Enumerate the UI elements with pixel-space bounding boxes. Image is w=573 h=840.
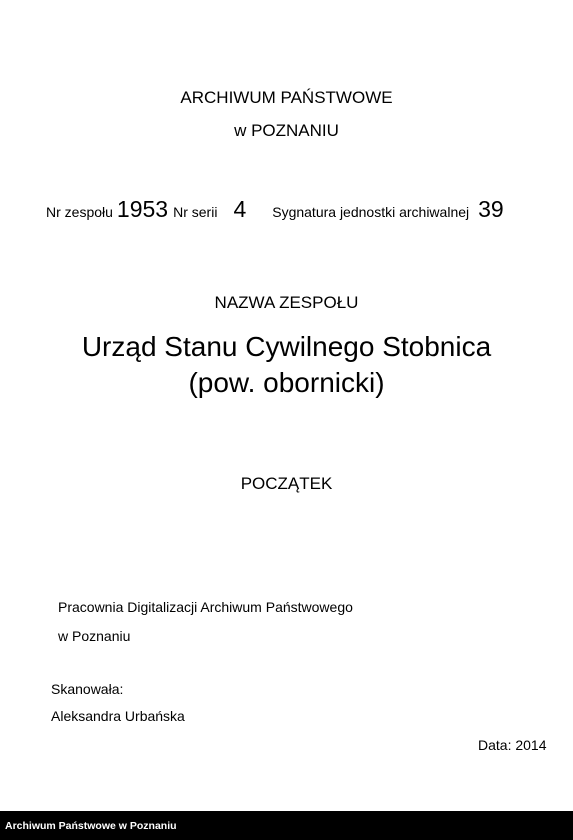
- footer-bar: [0, 811, 573, 840]
- reference-line: [46, 196, 504, 223]
- fond-title-line2: (pow. obornicki): [188, 367, 385, 398]
- archive-name: ARCHIWUM PAŃSTWOWE: [180, 88, 393, 107]
- archive-city: w POZNANIU: [234, 121, 339, 140]
- date-value: 2014: [515, 737, 547, 753]
- fond-number-label: Nr zespołu: [46, 204, 113, 220]
- fond-title-line1: Urząd Stanu Cywilnego Stobnica: [81, 331, 492, 362]
- date-label: Data:: [478, 737, 512, 753]
- date-line: [478, 737, 547, 753]
- scanned-by-name: Aleksandra Urbańska: [51, 708, 185, 724]
- fond-number: 1953: [116, 196, 169, 222]
- fond-name-label: NAZWA ZESPOŁU: [214, 293, 359, 312]
- series-number-label: Nr serii: [173, 204, 218, 220]
- begin-marker: POCZĄTEK: [240, 474, 333, 493]
- digitization-lab-line1: Pracownia Digitalizacji Archiwum Państwowego: [58, 599, 353, 615]
- signature-label: Sygnatura jednostki archiwalnej: [272, 204, 470, 220]
- series-number: 4: [233, 196, 247, 222]
- scanned-by-label: Skanowała:: [51, 681, 124, 697]
- digitization-lab-line2: w Poznaniu: [58, 628, 131, 644]
- signature-number: 39: [478, 196, 504, 222]
- footer-text: Archiwum Państwowe w Poznaniu: [5, 820, 177, 832]
